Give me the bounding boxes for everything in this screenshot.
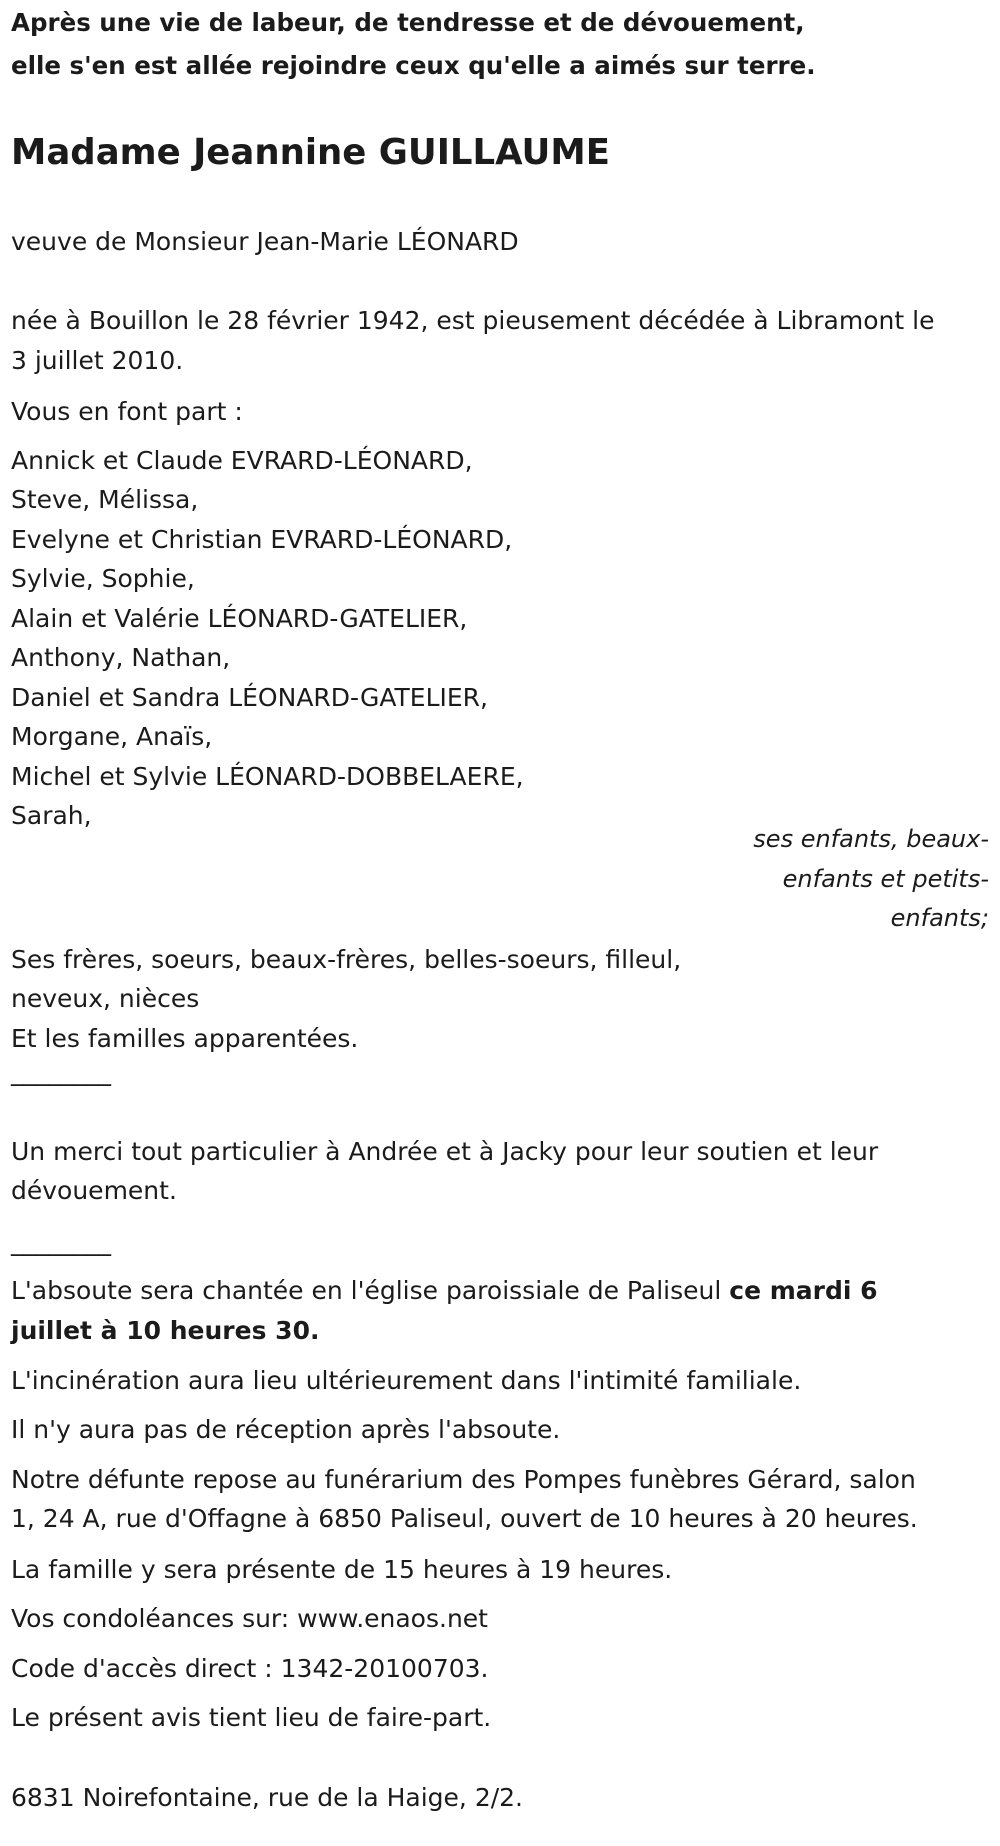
birth-death-line-1: née à Bouillon le 28 février 1942, est pieusement décédée à Libramont le: [11, 306, 935, 335]
absoute-time: juillet à 10 heures 30.: [11, 1316, 320, 1345]
access-code: Code d'accès direct : 1342-20100703.: [11, 1654, 489, 1683]
condolences: Vos condoléances sur: www.enaos.net: [11, 1604, 488, 1633]
address: 6831 Noirefontaine, rue de la Haige, 2/2.: [11, 1783, 523, 1812]
family-line: Sylvie, Sophie,: [11, 564, 195, 593]
notice: Le présent avis tient lieu de faire-part.: [11, 1703, 492, 1732]
funerarium-line-1: Notre défunte repose au funérarium des Pompes funèbres Gérard, salon: [11, 1465, 916, 1494]
intro-line-1: Après une vie de labeur, de tendresse et de dévouement,: [11, 8, 805, 37]
family-presence: La famille y sera présente de 15 heures à 19 heures.: [11, 1555, 673, 1584]
family-line: Annick et Claude EVRARD-LÉONARD,: [11, 446, 473, 475]
relation-note-line-1: ses enfants, beaux-: [753, 825, 989, 853]
incineration: L'incinération aura lieu ultérieurement dans l'intimité familiale.: [11, 1366, 802, 1395]
relatives-line: Ses frères, soeurs, beaux-frères, belles-soeurs, filleul,: [11, 945, 682, 974]
family-line: Daniel et Sandra LÉONARD-GATELIER,: [11, 683, 488, 712]
family-line: Anthony, Nathan,: [11, 643, 231, 672]
thanks-line-2: dévouement.: [11, 1176, 177, 1205]
family-line: Sarah,: [11, 801, 92, 830]
widow-of: veuve de Monsieur Jean-Marie LÉONARD: [11, 227, 519, 256]
relation-note-line-3: enfants;: [890, 904, 989, 932]
relatives-line: neveux, nièces: [11, 984, 200, 1013]
separator: ________: [11, 1227, 111, 1256]
absoute-line-1: [11, 1276, 878, 1305]
funerarium-line-2: 1, 24 A, rue d'Offagne à 6850 Paliseul, ouvert de 10 heures à 20 heures.: [11, 1504, 918, 1533]
birth-death-line-2: 3 juillet 2010.: [11, 346, 184, 375]
family-line: Evelyne et Christian EVRARD-LÉONARD,: [11, 525, 513, 554]
family-line: Alain et Valérie LÉONARD-GATELIER,: [11, 604, 468, 633]
deceased-name: Madame Jeannine GUILLAUME: [11, 132, 610, 173]
absoute-line-2: [11, 1316, 319, 1345]
intro-line-2: elle s'en est allée rejoindre ceux qu'elle a aimés sur terre.: [11, 51, 816, 80]
relatives-line: Et les familles apparentées.: [11, 1024, 359, 1053]
separator: ________: [11, 1057, 111, 1086]
relation-note-line-2: enfants et petits-: [782, 865, 989, 893]
reception: Il n'y aura pas de réception après l'absoute.: [11, 1415, 561, 1444]
absoute-text: L'absoute sera chantée en l'église paroissiale de Paliseul: [11, 1276, 730, 1305]
family-line: Michel et Sylvie LÉONARD-DOBBELAERE,: [11, 762, 524, 791]
announce-label: Vous en font part :: [11, 397, 243, 426]
absoute-date: ce mardi 6: [729, 1276, 878, 1305]
thanks-line-1: Un merci tout particulier à Andrée et à Jacky pour leur soutien et leur: [11, 1137, 879, 1166]
family-line: Steve, Mélissa,: [11, 485, 199, 514]
family-line: Morgane, Anaïs,: [11, 722, 213, 751]
